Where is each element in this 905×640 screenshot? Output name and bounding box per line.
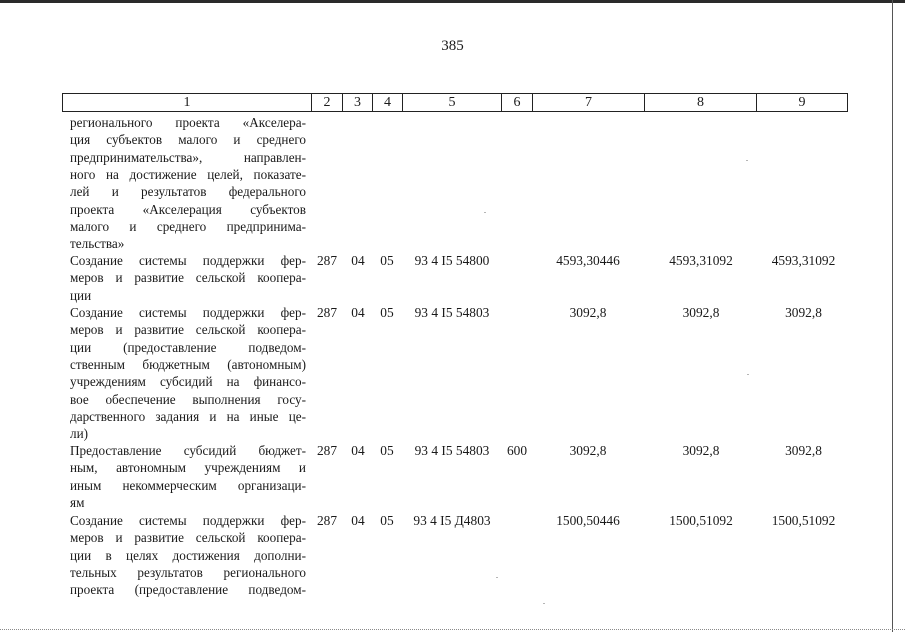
column-header-2: 2 <box>312 94 343 111</box>
cell-col9: 3092,8 <box>785 443 822 458</box>
row-text-line: ного на достижение целей, показате- <box>70 166 306 182</box>
column-header-6: 6 <box>502 94 533 111</box>
cell-col8: 4593,31092 <box>669 253 733 268</box>
cell-col7: 3092,8 <box>569 443 607 458</box>
cell-col4: 05 <box>380 513 394 528</box>
column-header-4: 4 <box>373 94 403 111</box>
cell-col9: 1500,51092 <box>771 513 836 528</box>
cell-col3: 04 <box>351 253 365 268</box>
page-number: 385 <box>441 38 464 54</box>
row-text-line: меров и развитие сельской коопера- <box>70 530 306 546</box>
cell-col9: 4593,31092 <box>771 253 836 268</box>
row-text-line: Создание системы поддержки фер- <box>70 305 306 320</box>
row-text-line: меров и развитие сельской коопера- <box>70 322 306 338</box>
table-header-row <box>62 93 848 112</box>
column-header-8: 8 <box>645 94 757 111</box>
cell-col7: 4593,30446 <box>556 253 620 268</box>
row-text-line: ным, автономным учреждениям и <box>70 460 306 476</box>
row-text-line: ции (предоставление подведом- <box>70 339 306 355</box>
cell-col5: 93 4 I5 Д4803 <box>413 513 491 528</box>
cell-col5: 93 4 I5 54803 <box>414 305 490 320</box>
row-text-line: тельства» <box>70 236 125 252</box>
column-header-5: 5 <box>403 94 502 111</box>
cell-col2: 287 <box>316 443 338 458</box>
row-text-line: иным некоммерческим организаци- <box>70 477 306 493</box>
row-text-line: предпринимательства», направлен- <box>70 149 306 165</box>
row-text-line: проекта (предоставление подведом- <box>70 582 306 598</box>
cell-col5: 93 4 I5 54800 <box>414 253 490 268</box>
cell-col2: 287 <box>316 305 338 320</box>
cell-col2: 287 <box>316 513 338 528</box>
row-text-line: Предоставление субсидий бюджет- <box>70 443 306 458</box>
row-text-line: меров и развитие сельской коопера- <box>70 270 306 286</box>
scan-speck <box>484 212 486 213</box>
column-header-9: 9 <box>798 95 806 110</box>
row-text-line: ция субъектов малого и среднего <box>70 132 306 148</box>
row-text-line: проекта «Акселерация субъектов <box>70 201 306 217</box>
cell-col8: 3092,8 <box>682 305 720 320</box>
cell-col4: 05 <box>380 253 394 268</box>
row-text-line: ции в целях достижения дополни- <box>70 547 306 563</box>
cell-col8: 3092,8 <box>682 443 720 458</box>
row-text-line: тельных результатов регионального <box>70 564 306 580</box>
scan-top-edge <box>0 0 905 3</box>
cell-col2: 287 <box>316 253 338 268</box>
row-text-line: лей и результатов федерального <box>70 184 306 200</box>
scan-speck <box>747 374 749 375</box>
row-text-line: ли) <box>70 426 89 442</box>
column-header-3: 3 <box>343 94 373 111</box>
row-text-line: учреждениям субсидий на финансо- <box>70 374 306 390</box>
scan-speck <box>746 160 748 161</box>
row-text-line: малого и среднего предпринима- <box>70 218 306 234</box>
cell-col4: 05 <box>380 305 394 320</box>
cell-col4: 05 <box>380 443 394 458</box>
scan-speck <box>543 603 545 604</box>
cell-col7: 1500,50446 <box>556 513 620 528</box>
cell-col3: 04 <box>351 513 365 528</box>
row-text-line: ции <box>70 287 92 303</box>
row-text-line: дарственного задания и на иные це- <box>70 408 306 424</box>
row-text-line: Создание системы поддержки фер- <box>70 513 306 528</box>
column-header-1: 1 <box>63 94 312 111</box>
row-text-line: ям <box>70 494 85 510</box>
cell-col3: 04 <box>351 443 365 458</box>
row-text-line: Создание системы поддержки фер- <box>70 253 306 268</box>
row-text-line: вое обеспечение выполнения госу- <box>70 391 306 407</box>
row-text-line: ственным бюджетным (автономным) <box>70 356 306 372</box>
cell-col7: 3092,8 <box>569 305 607 320</box>
scan-bottom-edge <box>0 629 905 630</box>
column-header-7: 7 <box>533 94 645 111</box>
scan-right-edge <box>892 0 893 632</box>
cell-col5: 93 4 I5 54803 <box>414 443 490 458</box>
cell-col9: 3092,8 <box>785 305 822 320</box>
cell-col3: 04 <box>351 305 365 320</box>
cell-col6: 600 <box>506 443 528 458</box>
scan-speck <box>496 577 498 578</box>
cell-col8: 1500,51092 <box>669 513 733 528</box>
row-text-line: регионального проекта «Акселера- <box>70 115 306 130</box>
